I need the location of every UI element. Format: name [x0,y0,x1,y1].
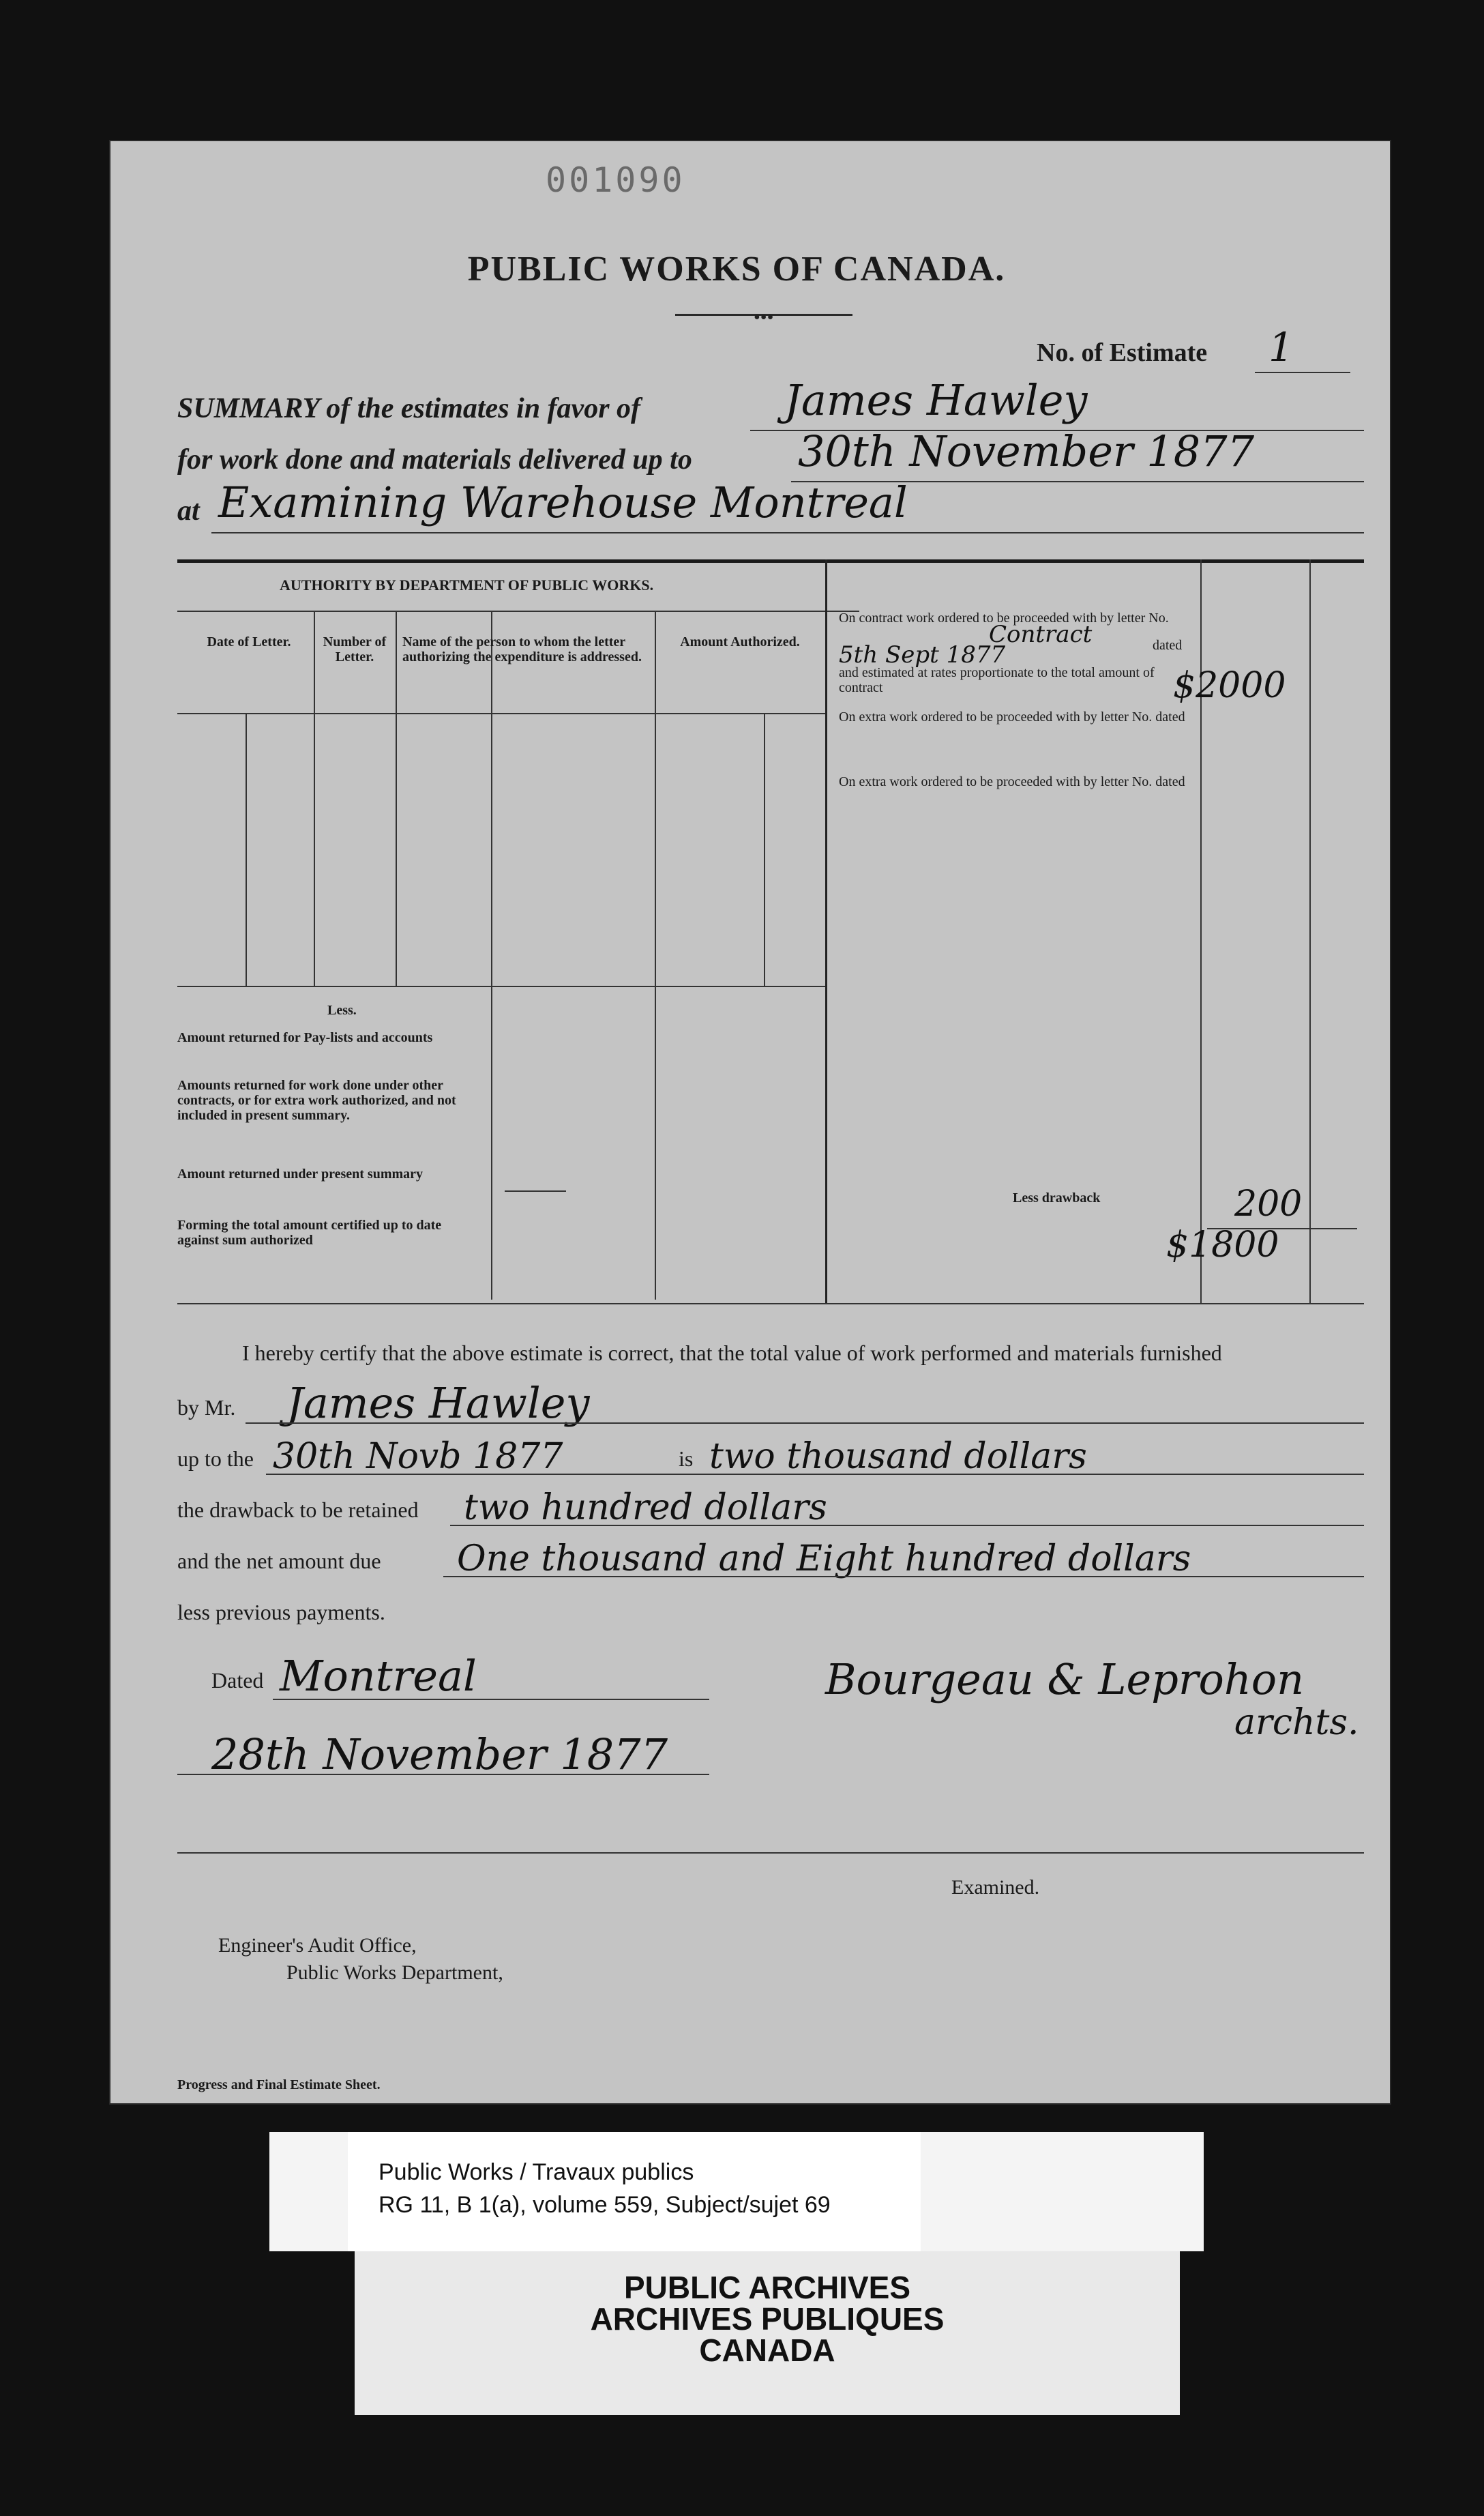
archive-stamp-box [355,2251,1180,2415]
certification-intro: I hereby certify that the above estimate is correct, that the total value of work performed and materials furnished [242,1341,1222,1365]
cert-upto-rule [266,1474,1364,1475]
dated-place: Montreal [280,1651,477,1701]
less-item-other-contracts: Amounts returned for work done under other contracts, or for extra work authorized, and not included in present summary. [177,1078,456,1123]
cert-drawback-value: two hundred dollars [464,1487,827,1528]
archive-stamp-line2: ARCHIVES PUBLIQUES [590,2301,945,2337]
col-divider-2 [396,611,397,986]
cert-drawback-label: the drawback to be retained [177,1497,419,1522]
net-amount-value: $1800 [1166,1225,1279,1266]
drawback-value: 200 [1234,1184,1303,1225]
sheet-type-label: Progress and Final Estimate Sheet. [177,2077,381,2092]
less-divider [491,986,492,1300]
cert-less-previous: less previous payments. [177,1600,385,1624]
title-ornament-icon: ••• [754,307,774,328]
authority-header-rule [177,611,859,612]
archive-stamp-line3: CANADA [699,2332,835,2368]
col-header-rule [177,713,825,714]
less-item-present-summary: Amount returned under present summary [177,1167,424,1182]
cert-by-value: James Hawley [286,1378,590,1428]
cert-drawback-rule [450,1525,1364,1526]
dated-date: 28th November 1877 [211,1729,668,1779]
amount-col-inner-line [764,713,765,986]
archive-label-line2: RG 11, B 1(a), volume 559, Subject/sujet 69 [379,2192,831,2218]
col-header-name: Name of the person to whom the letter authorizing the expenditure is addressed. [402,634,642,664]
estimate-number-underline [1255,372,1350,373]
cert-net-rule [443,1576,1364,1577]
dated-label: Dated [211,1668,264,1693]
cert-by-rule [246,1422,1364,1424]
signature: Bourgeau & Leprohon [825,1654,1305,1704]
summary-line3-rule [211,532,1364,533]
col-header-number: Number of Letter. [323,634,387,664]
drawback-label: Less drawback [1013,1190,1101,1205]
cert-net-label: and the net amount due [177,1549,381,1573]
dated-date-rule [177,1774,709,1775]
document-sheet [109,140,1391,2105]
contract-dated-label: dated [1153,638,1183,653]
archive-stamp-line1: PUBLIC ARCHIVES [624,2270,910,2305]
audit-office-line1: Engineer's Audit Office, [218,1934,417,1957]
summary-location: Examining Warehouse Montreal [218,478,908,527]
less-header: Less. [327,1003,357,1018]
summary-line1-label: SUMMARY of the estimates in favor of [177,393,641,424]
table-top-rule [177,559,1364,563]
audit-office-line2: Public Works Department, [286,1961,503,1984]
contract-text-2: and estimated at rates proportionate to the total amount of contract [839,665,1155,695]
col-header-amount: Amount Authorized. [680,634,800,649]
contract-letter-value: Contract [989,621,1093,648]
cert-net-value: One thousand and Eight hundred dollars [457,1538,1191,1579]
summary-line3-label: at [177,495,200,527]
archive-label-line1: Public Works / Travaux publics [379,2159,694,2185]
date-col-inner-line [246,713,247,986]
estimate-number-value: 1 [1268,324,1294,370]
archive-label-box [269,2132,1204,2251]
cert-upto-value: 30th Novb 1877 [273,1436,563,1477]
contract-date-value: 5th Sept 1877 [839,641,1006,669]
less-top-rule [177,986,825,987]
authority-header: AUTHORITY BY DEPARTMENT OF PUBLIC WORKS. [280,576,654,594]
less-item-paylists: Amount returned for Pay-lists and accounts [177,1030,433,1045]
bottom-rule [177,1852,1364,1854]
extra-work-1: On extra work ordered to be proceeded with by letter No. dated [839,710,1185,725]
reference-stamp: 001090 [546,160,685,200]
cert-is-value: two thousand dollars [709,1436,1087,1477]
cert-upto-label: up to the [177,1446,254,1471]
summary-line2-label: for work done and materials delivered up to [177,444,692,476]
extra-work-2: On extra work ordered to be proceeded with by letter No. dated [839,774,1185,789]
table-bottom-rule [177,1303,1364,1304]
document-title: PUBLIC WORKS OF CANADA. [467,250,1006,289]
cert-by-label: by Mr. [177,1395,236,1420]
contract-text-1: On contract work ordered to be proceeded with by letter No. [839,611,1169,626]
table-divider-main [825,559,827,1303]
estimate-number-label: No. of Estimate [1037,338,1208,367]
summary-contractor-name: James Hawley [784,375,1088,425]
col-header-date: Date of Letter. [207,634,291,649]
less-item-total: Forming the total amount certified up to date against sum authorized [177,1218,442,1248]
dated-place-rule [273,1699,709,1700]
cert-is-label: is [679,1446,694,1471]
summary-upto-date: 30th November 1877 [798,426,1255,476]
less-present-dash [505,1190,566,1192]
signature-title: archts. [1234,1702,1359,1743]
col-divider-4 [491,611,492,986]
col-divider-1 [314,611,315,986]
contract-amount: $2000 [1173,665,1286,706]
examined-label: Examined. [951,1876,1040,1899]
table-divider-cents [1309,559,1311,1303]
